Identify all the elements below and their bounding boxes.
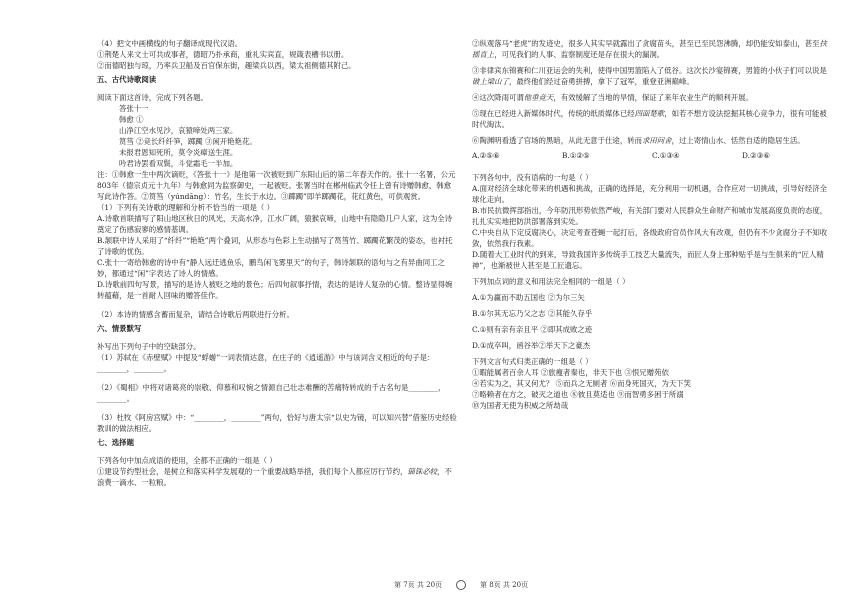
q4-sentence-1: ①荆楚人来文士可共成事者，德昭乃扑承商，重礼实宾直，规箴表槽书以册。 <box>97 50 349 59</box>
section-5-intro: 阅读下面这首诗，完成下列各题。 <box>97 93 208 102</box>
select-question-1: 下列各句中加点成语的使用，全都不正确的一组是（ ） <box>97 456 277 465</box>
q4-list-4: ⑩为国者无使为积威之所劫哉 <box>472 401 569 410</box>
page-number-left: 第 7页 共 20页 <box>394 581 443 589</box>
poem-line-2: 筼筜 ②竞长纤纤笋，踯躅 ③闲开艳艳花。 <box>119 137 257 146</box>
select-question-2: 下列各句中，没有语病的一句是（ ） <box>472 173 593 182</box>
question-1: （1）下列有关诗歌的理解和分析不恰当的一项是（ ） <box>97 203 275 212</box>
q2-option-a: A.面对经济全球化带来的机遇和挑战，正确的选择是，充分利用一切机遇，合作应对一切挑战，引导好经济全球化走向。 <box>472 184 828 204</box>
q4-list-3: ⑦略赖者在方之，破灭之道也 ⑧彼且莫适也 ⑨而智勇多困于所溺 <box>472 390 684 399</box>
left-column <box>97 38 457 488</box>
q4-intro: （4）把文中画横线的句子翻译成现代汉语。 <box>97 39 243 48</box>
section-7-title: 七、选择题 <box>97 438 134 447</box>
section-6-intro: 补写出下列句子中的空缺部分。 <box>97 342 201 351</box>
option-b: B.颔联中诗人采用了“纤纤”“艳艳”两个叠词，从形态与色彩上生动描写了筼筜竹、踯躅花繁茂的姿态，也衬托了诗歌的忧伤。 <box>97 236 453 256</box>
select-question-3: 下列加点词的意义和用法完全相同的一组是（ ） <box>472 277 630 286</box>
select-sentence-3: ③非律宾东锦赛和仁川亚运会的失利，使得中国男篮陷入了低谷。这次长沙宴锦赛，男篮的小伙子们可以说是破上梁山了，最终他们经过奋勇拼搏，拿下了冠军，重登亚洲巅峰。 <box>472 66 827 86</box>
option-b: B.①②⑤ <box>562 151 590 160</box>
option-c: C.张十一寄给韩愈的诗中有“静人远迁逃鱼乐，鹏鸟闲飞雾里天”的句子，韩诗颔联的语句与之有异曲同工之妙，都通过“闲”字表达了诗人的情感。 <box>97 258 445 278</box>
q3-option-a: A.①为赢而不助五国也 ②为尔三矢 <box>472 293 585 302</box>
q3-option-c: C.①则有亲有亲且平 ②即其成败之迹 <box>472 325 593 334</box>
select-question-4: 下列文言句式归类正确的一组是（ ） <box>472 357 593 366</box>
section-5-title: 五、古代诗歌阅读 <box>97 75 157 84</box>
select-sentence-4: ④这次降雨可谓他垂竞天，有效缓解了当地的旱情，保证了来年农业生产的顺利开展。 <box>472 93 753 102</box>
q4-sentence-2: ②而德昭独与琼，乃率兵卫船及百官保东街，趣梁兵以西，梁太祖侧德其附己。 <box>97 61 356 70</box>
right-column <box>472 38 832 411</box>
option-a: A.②⑤⑥ <box>472 151 500 160</box>
q3-option-b: B.①尔其无忘乃父之志 ②其能久存乎 <box>472 309 593 318</box>
binding-circle-icon <box>456 580 466 590</box>
page-number-right: 第 8页 共 20页 <box>480 581 529 589</box>
q2-option-d: D.随着大工业时代的到来，导致我国许多传统手工技艺大量流失，而匠人身上那种贴乎是与生俱来的“匠人精神”，也渐被世人甚至是工匠遗忘。 <box>472 250 824 270</box>
q2-option-b: B.市民抗微挥部指出，今年防汛形势依然严峻，有关部门要对人民群众生命财产和城市发展高度负责的态度，扎扎实实地把防洪部署落到实处。 <box>472 206 828 226</box>
option-c: C.①③④ <box>652 151 680 160</box>
poem-line-1: 山净江空水见沙，哀猿啼处两三家。 <box>119 126 238 135</box>
poem-note: 注：①韩愈一生中两次谪贬，《答张十一》是他第一次被贬到广东阳山后的第二年春天作的。张十一名署，公元803年（德宗贞元十九年）与韩愈同为监察御史，一起被贬。张署当时在郴州临武令任上曾有诗赠韩愈，韩愈写此诗作答。②筼筜（yúndāng）：竹名，生长于水边。③踯躅”即羊踯躅花，花红黄色，可供观赏。 <box>97 170 456 201</box>
poem-line-3: 未报君恩知死所，莫令炎瘴送生涯。 <box>119 148 238 157</box>
dictation-1: （1）苏轼在《赤壁赋》中提及“蜉蝣”一词表情达意，在庄子的《逍遥游》中与该词含义相近的句子是：________，________。 <box>97 353 435 373</box>
poem-line-4: 吟君诗罢看双鬓，斗觉霜毛一半加。 <box>119 159 238 168</box>
poem-title: 答张十一 <box>119 104 149 113</box>
answer-options-1 <box>472 150 832 161</box>
question-2: （2）本诗的情感含蓄而复杂，请结合诗歌后两联进行分析。 <box>97 310 294 319</box>
select-sentence-2: ②纵观落马“老虎”的发迹史，很多人其实早就露出了贪腐苗头，甚至已至民怨沸腾，却仍能安如泰山，甚至扶摇直上，可见我们的人事、监察制度还是存在很大的漏洞。 <box>472 39 827 59</box>
option-d: D.②③⑥ <box>742 151 770 160</box>
option-d: D.诗歌前四句写景，描写的是诗人被贬之地的景色；后四句叙事抒情，表达的是诗人复杂的心情。整诗显得婉转蕴藉，是一首耐人回味的赠答佳作。 <box>97 280 453 300</box>
select-sentence-5: ⑤现在已经进入新媒体时代，传统的纸质媒体已经四面楚歌，如若不想方设法挖掘其核心竞争力，很有可能被时代淘汰。 <box>472 109 827 129</box>
q2-option-c: C.中央自从下定反腐决心，决定考查苍蝇一起打后，各级政府官员作风大有改观，但仍有不少贪腐分子不知收敛，依然我行我素。 <box>472 228 828 248</box>
select-sentence-1: ①建设节约型社会，是树立和落实科学发展观的一个重要战略举措，我们每个人都应厉行节约，锱铢必较，不浪费一滴水、一粒粮。 <box>97 467 452 487</box>
q4-list-1: ①暇能属者百余人耳 ②旅瘦者秦也，非天下也 ③恨兄赠苑依 <box>472 368 669 377</box>
option-a: A.诗歌首联描写了阳山地区秋日的风光，天高水净，江水广阔，猿猴哀啼，山地中有隐隐几户人家，这为全诗奠定了伤感寂寥的感情基调。 <box>97 214 453 234</box>
q3-option-d: D.①成卒叫，函谷举②举天下之豪杰 <box>472 341 591 350</box>
dictation-3: （3）杜牧《阿房宫赋》中：“________，________”两句，恰好与唐太宗“以史为镜，可以知兴替”借鉴历史经验教训的做法相应。 <box>97 413 457 433</box>
select-sentence-6: ⑥陶渊明看透了官场的黑暗，从此无意于仕途，转而求田问舍，过上寄情山水、恬然自适的隐居生活。 <box>472 136 805 145</box>
section-6-title: 六、情景默写 <box>97 324 142 333</box>
poem-author: 韩愈 ① <box>119 115 144 124</box>
dictation-2: （2）《蜀相》中将对诸葛亮的崇敬、仰慕和叹惋之情源自己壮志难酬的苦痛特转成的千古名句是________，________。 <box>97 383 446 403</box>
q4-list-2: ④若实为之，其又何尤？ ⑤而兵之无厕者 ⑥而身死国灭，为天下笑 <box>472 379 692 388</box>
